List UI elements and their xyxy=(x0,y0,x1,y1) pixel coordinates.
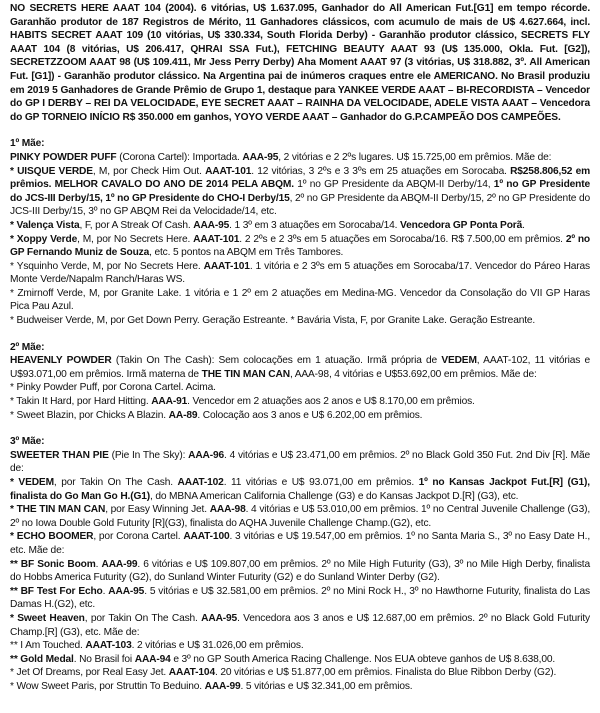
bold-text-run: HEAVENLY POWDER xyxy=(10,355,112,367)
bold-text-run: Vencedora GP Ponta Porã xyxy=(400,219,523,231)
offspring-entry xyxy=(10,653,590,667)
bold-text-run: SWEETER THAN PIE xyxy=(10,449,109,461)
dam-main-entry xyxy=(10,354,590,381)
offspring-entry xyxy=(10,503,590,530)
offspring-entry xyxy=(10,260,590,287)
text-run: * Ysquinho Verde, M, por No Secrets Here. xyxy=(10,260,204,272)
dam-section-lines xyxy=(10,449,590,694)
offspring-entry xyxy=(10,558,590,585)
bold-text-run: AAA-95 xyxy=(201,612,238,624)
text-run: . 3 vitórias e U$ 19.547,00 em prêmios. 1º no Santa Maria S., 3º no Easy Date H., etc. Mãe de: xyxy=(10,531,591,556)
text-run: , M, por Check Him Out. xyxy=(92,165,206,177)
bold-text-run: AAA-94 xyxy=(134,653,171,665)
bold-text-run: * THE TIN MAN CAN xyxy=(10,504,106,516)
offspring-entry xyxy=(10,639,590,653)
text-run: , AAA-98, 4 vitórias e U$53.692,00 em prêmios. Mãe de: xyxy=(289,368,537,380)
offspring-entry xyxy=(10,530,590,557)
bold-text-run: 1º no Kansas Jackpot Fut.[R] (G1), finalista do Go Man Go H.(G1) xyxy=(10,477,590,502)
text-run: e 3º no GP South America Racing Challenge. Nos EUA obteve ganhos de U$ 8.638,00. xyxy=(170,653,556,665)
dam-section-1 xyxy=(10,137,590,327)
text-run: . Vencedor em 2 atuações aos 2 anos e U$ 8.170,00 em prêmios. xyxy=(187,396,475,408)
bold-text-run: AAA-99 xyxy=(204,680,241,692)
bold-text-run: AAAT-103 xyxy=(85,640,132,652)
text-run: . 6 vitórias e U$ 109.807,00 em prêmios. 2º no Mile High Futurity (G3), 3º no Mile High Derby, finalista do Hobbs America Futurity (G2), do Sunland Winter Futurity (G2) e do Sunland Winter Derby (G2). xyxy=(10,558,590,584)
bold-text-run: * UISQUE VERDE xyxy=(10,165,93,177)
text-run: , 2º no GP Presidente da ABQM-II Derby/15, 2º no GP Presidente do JCS-III Derby/15, 3º no GP ABQM Rei da Velocidade/14, etc. xyxy=(10,192,590,218)
text-run: . 12 vitórias, 3 2ºs e 3 3ºs em 25 atuações em Sorocaba. xyxy=(251,165,511,177)
bold-text-run: AA-89 xyxy=(168,409,198,421)
bold-text-run: AAAT-101 xyxy=(203,260,250,272)
dam-section-2 xyxy=(10,341,590,423)
dam-main-entry xyxy=(10,449,590,476)
text-run: . 11 vitórias e U$ 93.071,00 em prêmios. xyxy=(223,477,419,488)
bold-text-run: PINKY POWDER PUFF xyxy=(10,151,117,163)
text-run: * Pinky Powder Puff, por Corona Cartel. Acima. xyxy=(10,382,216,394)
offspring-entry xyxy=(10,409,590,423)
bold-text-run: * Xoppy Verde xyxy=(10,233,78,245)
text-run: . Vencedora aos 3 anos e U$ 12.687,00 em prêmios. 2º no Black Gold Futurity Champ.[R] (G3), etc. Mãe de: xyxy=(10,612,590,638)
text-run: , etc. 5 pontos na ABQM em Três Tambores. xyxy=(149,247,344,259)
bold-text-run: AAA-95 xyxy=(108,585,145,597)
text-run: , M, por No Secrets Here. xyxy=(77,233,194,245)
offspring-entry xyxy=(10,287,590,314)
bold-text-run: * VEDEM xyxy=(10,477,54,488)
offspring-entry xyxy=(10,233,590,260)
bold-text-run: AAAT-100 xyxy=(183,531,230,543)
dam-section-title: 1º Mãe: xyxy=(10,138,45,150)
text-run: , 2 vitórias e 2 2ºs lugares. U$ 15.725,00 em prêmios. Mãe de: xyxy=(278,151,552,163)
text-run: , F, por A Streak Of Cash. xyxy=(79,219,194,231)
bold-text-run: AAA-95 xyxy=(193,219,230,231)
offspring-entry xyxy=(10,666,590,680)
text-run: (Pie In The Sky): xyxy=(108,449,189,461)
bold-text-run: * Valença Vista xyxy=(10,219,80,231)
dam-main-entry xyxy=(10,151,590,165)
text-run: . No Brasil foi xyxy=(73,653,135,665)
text-run: . xyxy=(102,585,109,597)
text-run: * Sweet Blazin, por Chicks A Blazin. xyxy=(10,409,169,421)
bold-text-run: AAAT-101 xyxy=(205,165,252,177)
bold-text-run: NO SECRETS HERE AAAT 104 (2004). 6 vitórias, U$ 1.637.095, Ganhador do All American Fut.[G1] em tempo récorde. Garanhão produtor de 187 Registros de Mérito, 11 Ganhadores clássicos, com acumulo de mais de U$ 4.627.664, incl. HABITS SECRET AAAT 109 (10 vitórias, U$ 330.334, South Florida Derby) - Garanhão produtor clássico, SECRETS FLY AAAT 104 (8 vitórias, U$ 206.417, QHRAI SSA Fut.), FETCHING BEAUTY AAAT 93 (U$ 135.000, Okla. Fut. [G2]), SECRETZZOOM AAAT 98 (U$ 109.411, Mr Jess Perry Derby) Aha Moment AAAT 97 (3 vitórias, U$ 318.882, 3º. All American Fut. [G1]) - Garanhão produtor clássico. Na Argentina pai de inúmeros craques entre ele AMERICANO. No Brasil produziu em 2019 5 Ganhadores de Grande Prêmio de Grupo 1, destaque para YANKEE VERDE AAAT – BI-RECORDISTA – Vencedor do GP I DERBY – REI DA VELOCIDADE, EYE SECRET AAAT – RAINHA DA VELOCIDADE, ADELE VISTA AAAT – Vencedora do GP TORNEIO INÍCIO R$ 350.000 em ganhos, YOYO VERDE AAAT – Ganhador do G.P.CAMPEÃO DOS CAMPEÕES. xyxy=(10,3,590,123)
bold-text-run: * ECHO BOOMER xyxy=(10,531,94,543)
bold-text-run: VEDEM xyxy=(441,355,477,367)
bold-text-run: ** Gold Medal xyxy=(10,653,74,665)
dam-section-3 xyxy=(10,435,590,693)
bold-text-run: AAAT-101 xyxy=(193,233,240,245)
text-run: * Takin It Hard, por Hard Hitting. xyxy=(10,396,152,408)
text-run: . 1 vitória e 2 3ºs em 5 atuações em Sorocaba/17. Vencedor do Páreo Haras Monte Verde/Napalm Ranch/Haras WS. xyxy=(10,260,590,286)
bold-text-run: 2º no GP Fernando Muniz de Souza xyxy=(10,233,590,259)
bold-text-run: AAAT-102 xyxy=(177,477,224,488)
offspring-entry xyxy=(10,395,590,409)
text-run: . 2 2ºs e 2 3ºs em 5 atuações em Sorocaba/16. R$ 7.500,00 em prêmios. xyxy=(239,233,566,245)
text-run: * Budweiser Verde, M, por Get Down Perry. Geração Estreante. * Bavária Vista, F, por Granite Lake. Geração Estreante. xyxy=(10,315,536,327)
text-run: . 1 3º em 3 atuações em Sorocaba/14. xyxy=(229,219,401,231)
text-run: , por Takin On The Cash. xyxy=(53,477,178,488)
bold-text-run: 1º no GP Presidente do JCS-III Derby/15, 1º no GP Presidente do CHO-I Derby/15 xyxy=(10,179,590,204)
text-run: . 4 vitórias e U$ 23.471,00 em prêmios. 2º no Black Gold 350 Fut. 2nd Div [R]. Mãe de: xyxy=(10,449,590,475)
bold-text-run: AAA-98 xyxy=(209,504,246,516)
bold-text-run: THE TIN MAN CAN xyxy=(201,368,290,380)
offspring-entry xyxy=(10,381,590,395)
text-run: , do MBNA American California Challenge (G3) e do Kansas Jackpot D.[R] (G3), etc. xyxy=(149,490,519,502)
text-run: , AAAT-102, 11 vitórias e U$93.071,00 em prêmios. Irmã materna de xyxy=(10,355,590,380)
bold-text-run: * Sweet Heaven xyxy=(10,612,85,624)
bold-text-run: ** BF Sonic Boom xyxy=(10,558,96,570)
text-run: * Wow Sweet Paris, por Struttin To Beduino. xyxy=(10,680,205,692)
text-run: , por Corona Cartel. xyxy=(93,531,184,543)
text-run: . xyxy=(95,558,102,570)
text-run: (Corona Cartel): Importada. xyxy=(116,151,243,163)
offspring-entry xyxy=(10,314,590,328)
bold-text-run: AAA-99 xyxy=(101,558,138,570)
bold-text-run: AAA-91 xyxy=(151,396,188,408)
bold-text-run: ** BF Test For Echo xyxy=(10,585,103,597)
bold-text-run: AAAT-104 xyxy=(168,667,215,679)
text-run: . 5 vitórias e U$ 32.341,00 em prêmios. xyxy=(240,680,413,692)
text-run: ** I Am Touched. xyxy=(10,640,86,652)
text-run: . xyxy=(522,219,525,231)
text-run: 1º no GP Presidente da ABQM-II Derby/14, xyxy=(293,179,494,191)
text-run: * Zmirnoff Verde, M, por Granite Lake. 1 vitória e 1 2º em 2 atuações em Medina-MG. Vencedor da Consolação do VII GP Haras Pica Pau Azul. xyxy=(10,287,590,313)
bold-text-run: R$258.806,52 em prêmios. MELHOR CAVALO DO ANO DE 2014 PELA ABQM. xyxy=(10,165,590,191)
offspring-entry xyxy=(10,165,590,219)
offspring-entry xyxy=(10,476,590,503)
text-run: . 5 vitórias e U$ 32.581,00 em prêmios. 2º no Mini Rock H., 3º no Hawthorne Futurity, finalista do Las Damas H.(G2), etc. xyxy=(10,585,590,611)
bold-text-run: AAA-95 xyxy=(242,151,279,163)
text-run: (Takin On The Cash): Sem colocações em 1 atuação. Irmã própria de xyxy=(111,355,442,367)
bold-text-run: AAA-96 xyxy=(188,449,225,461)
text-run: , por Easy Winning Jet. xyxy=(105,504,210,516)
text-run: . 4 vitórias e U$ 53.010,00 em prêmios. 1º no Central Juvenile Challenge (G3), 2º no Iowa Double Gold Futurity [R](G3), finalista do AQHA Juvenile Challenge Champ.(G2), etc. xyxy=(10,504,591,529)
offspring-entry xyxy=(10,612,590,639)
text-run: . 20 vitórias e U$ 51.877,00 em prêmios. Finalista do Blue Ribbon Derby (G2). xyxy=(214,667,557,679)
dam-section-lines xyxy=(10,151,590,328)
offspring-entry xyxy=(10,585,590,612)
text-run: , por Takin On The Cash. xyxy=(84,612,202,624)
offspring-entry xyxy=(10,219,590,233)
dam-section-lines xyxy=(10,354,590,422)
offspring-entry xyxy=(10,680,590,694)
sire-intro-paragraph xyxy=(10,2,590,124)
dam-section-title: 3º Mãe: xyxy=(10,436,45,448)
text-run: . 2 vitórias e U$ 31.026,00 em prêmios. xyxy=(131,640,304,652)
text-run: * Jet Of Dreams, por Real Easy Jet. xyxy=(10,667,169,679)
dam-section-title: 2º Mãe: xyxy=(10,341,45,353)
text-run: . Colocação aos 3 anos e U$ 6.202,00 em prêmios. xyxy=(197,409,423,421)
